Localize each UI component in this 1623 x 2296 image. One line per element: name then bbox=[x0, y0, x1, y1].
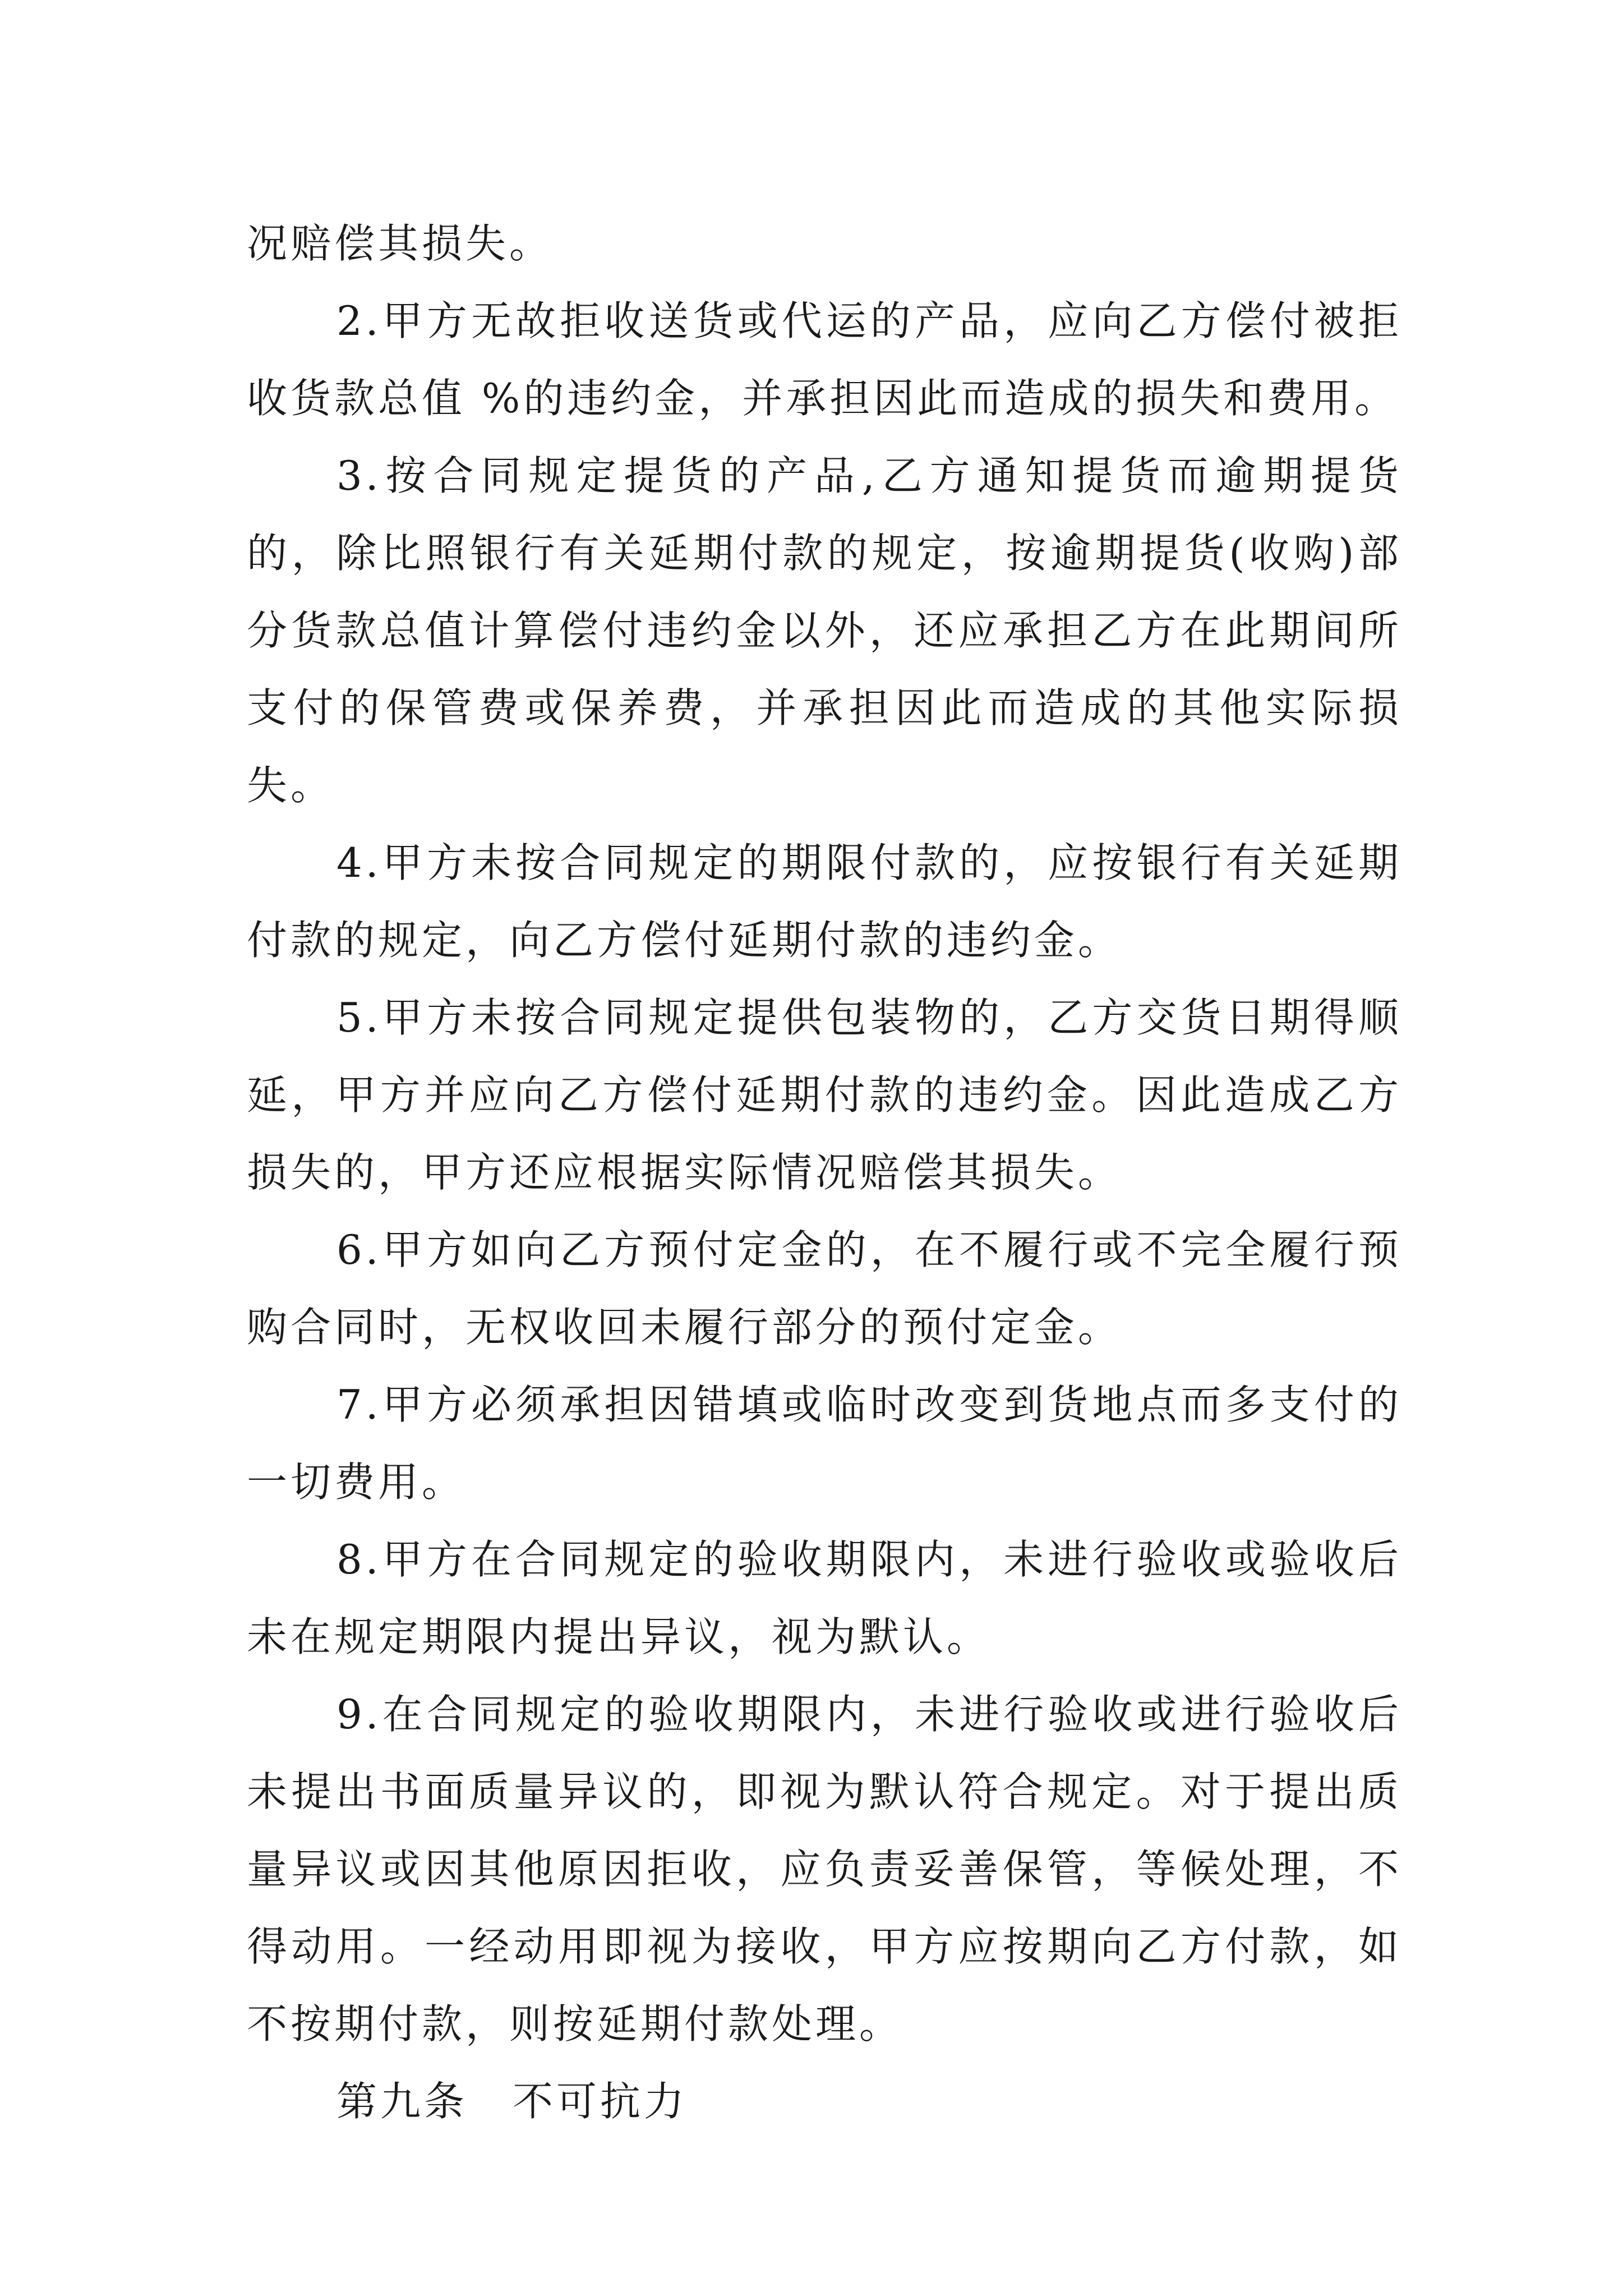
clause-4: 4.甲方未按合同规定的期限付款的，应按银行有关延期付款的规定，向乙方偿付延期付款的违约金。 bbox=[247, 839, 1402, 964]
section-number: 第九条 bbox=[336, 2078, 468, 2125]
clause-8: 8.甲方在合同规定的验收期限内，未进行验收或验收后未在规定期限内提出异议，视为默认。 bbox=[247, 1536, 1402, 1660]
section-heading bbox=[247, 2063, 1402, 2140]
clause-7: 7.甲方必须承担因错填或临时改变到货地点而多支付的一切费用。 bbox=[247, 1381, 1402, 1506]
clause-5: 5.甲方未按合同规定提供包装物的，乙方交货日期得顺延，甲方并应向乙方偿付延期付款的违约金。因此造成乙方损失的，甲方还应根据实际情况赔偿其损失。 bbox=[247, 994, 1402, 1196]
document-body bbox=[247, 205, 1402, 2140]
section-title: 不可抗力 bbox=[513, 2078, 688, 2125]
clause-3: 3.按合同规定提货的产品,乙方通知提货而逾期提货的，除比照银行有关延期付款的规定，按逾期提货(收购)部分货款总值计算偿付违约金以外，还应承担乙方在此期间所支付的保管费或保养费，并承担因此而造成的其他实际损失。 bbox=[247, 452, 1402, 809]
continuation-paragraph: 况赔偿其损失。 bbox=[247, 220, 554, 267]
clause-2: 2.甲方无故拒收送货或代运的产品，应向乙方偿付被拒收货款总值 %的违约金，并承担因此而造成的损失和费用。 bbox=[247, 297, 1402, 422]
clause-6: 6.甲方如向乙方预付定金的，在不履行或不完全履行预购合同时，无权收回未履行部分的预付定金。 bbox=[247, 1226, 1402, 1351]
clause-9: 9.在合同规定的验收期限内，未进行验收或进行验收后未提出书面质量异议的，即视为默认符合规定。对于提出质量异议或因其他原因拒收，应负责妥善保管，等候处理，不得动用。一经动用即视为接收，甲方应按期向乙方付款，如不按期付款，则按延期付款处理。 bbox=[247, 1691, 1402, 2047]
